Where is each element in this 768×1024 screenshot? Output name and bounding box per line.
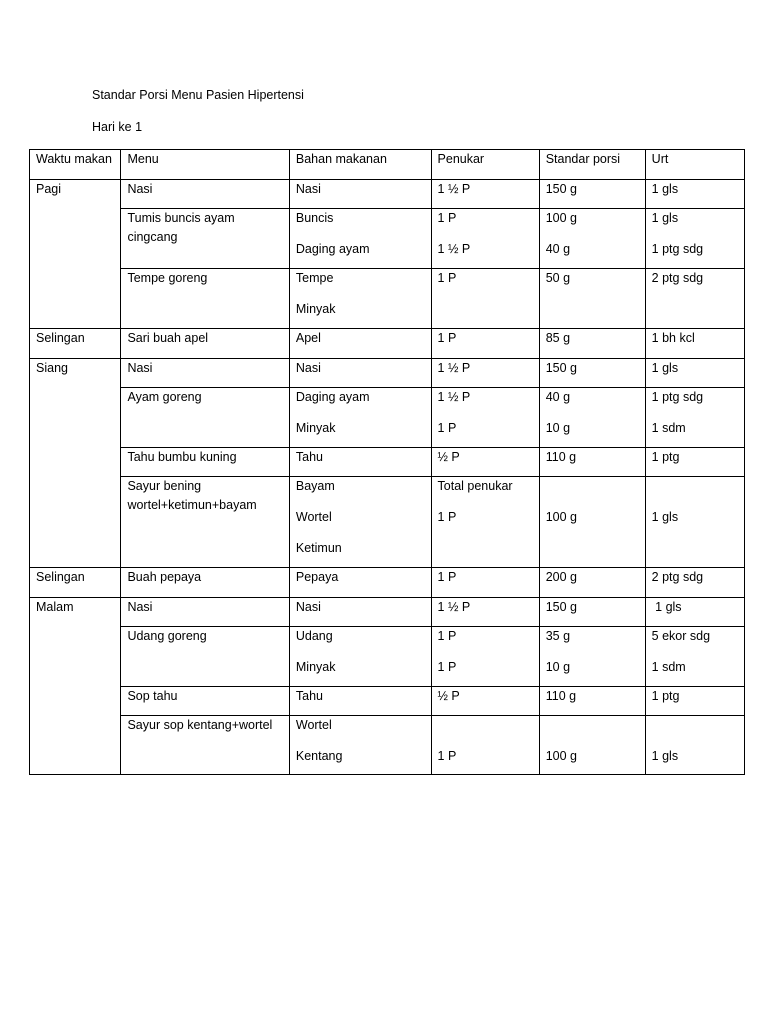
ingredient-line: Minyak bbox=[295, 302, 336, 316]
portion-cell bbox=[539, 209, 645, 269]
exchange-cell: 1 P bbox=[431, 269, 539, 329]
table-row bbox=[30, 477, 745, 568]
ingredient-line: Daging ayam bbox=[295, 242, 370, 256]
table-row bbox=[30, 209, 745, 269]
ingredient-cell: Apel bbox=[289, 329, 431, 359]
household-measure-line: 5 ekor sdg bbox=[651, 629, 711, 643]
household-measure-cell bbox=[645, 716, 744, 775]
household-measure-cell bbox=[645, 627, 744, 687]
ingredient-line: Ketimun bbox=[295, 541, 342, 555]
ingredient-cell: Pepaya bbox=[289, 568, 431, 598]
menu-cell: Nasi bbox=[121, 180, 289, 209]
exchange-cell: 1 ½ P bbox=[431, 180, 539, 209]
portion-cell: 85 g bbox=[539, 329, 645, 359]
table-row bbox=[30, 269, 745, 329]
header-cell: Bahan makanan bbox=[289, 150, 431, 180]
portion-line: 35 g bbox=[545, 629, 571, 643]
ingredient-line: Kentang bbox=[295, 749, 343, 763]
ingredient-cell bbox=[289, 716, 431, 775]
portion-cell: 110 g bbox=[539, 448, 645, 477]
exchange-cell bbox=[431, 627, 539, 687]
exchange-cell: 1 P bbox=[431, 329, 539, 359]
portion-cell bbox=[539, 388, 645, 448]
document-subtitle: Hari ke 1 bbox=[92, 120, 143, 134]
ingredient-line: Wortel bbox=[295, 510, 332, 524]
portion-line: 10 g bbox=[545, 421, 571, 435]
ingredient-cell bbox=[289, 269, 431, 329]
exchange-line: 1 P bbox=[437, 660, 457, 674]
table-row bbox=[30, 448, 745, 477]
ingredient-cell bbox=[289, 477, 431, 568]
header-cell: Urt bbox=[645, 150, 744, 180]
portion-line: 10 g bbox=[545, 660, 571, 674]
household-measure-cell: 1 gls bbox=[645, 359, 744, 388]
exchange-line: 1 P bbox=[437, 211, 457, 225]
meal-time-cell: Malam bbox=[30, 598, 121, 775]
portion-cell: 50 g bbox=[539, 269, 645, 329]
table-row bbox=[30, 687, 745, 716]
portion-cell: 200 g bbox=[539, 568, 645, 598]
portion-line: 100 g bbox=[545, 211, 577, 225]
ingredient-line: Minyak bbox=[295, 421, 336, 435]
meal-time-cell: Selingan bbox=[30, 568, 121, 598]
exchange-line: 1 P bbox=[437, 421, 457, 435]
portion-cell bbox=[539, 477, 645, 568]
ingredient-line: Daging ayam bbox=[295, 390, 370, 404]
ingredient-line: Wortel bbox=[295, 718, 332, 732]
household-measure-cell: 2 ptg sdg bbox=[645, 568, 744, 598]
exchange-cell bbox=[431, 388, 539, 448]
household-measure-line: 1 sdm bbox=[651, 660, 686, 674]
table-row bbox=[30, 627, 745, 687]
portion-cell: 150 g bbox=[539, 598, 645, 627]
household-measure-cell bbox=[645, 388, 744, 448]
exchange-line: 1 P bbox=[437, 749, 457, 763]
household-measure-cell: 1 bh kcl bbox=[645, 329, 744, 359]
ingredient-cell bbox=[289, 388, 431, 448]
ingredient-cell: Tahu bbox=[289, 687, 431, 716]
ingredient-cell: Nasi bbox=[289, 180, 431, 209]
header-cell: Waktu makan bbox=[30, 150, 121, 180]
menu-cell: Ayam goreng bbox=[121, 388, 289, 448]
menu-cell: Nasi bbox=[121, 359, 289, 388]
household-measure-line: 1 ptg sdg bbox=[651, 242, 704, 256]
household-measure-cell: 1 ptg bbox=[645, 687, 744, 716]
ingredient-line: Udang bbox=[295, 629, 333, 643]
meal-time-cell: Selingan bbox=[30, 329, 121, 359]
ingredient-cell: Nasi bbox=[289, 359, 431, 388]
exchange-cell: 1 ½ P bbox=[431, 359, 539, 388]
household-measure-line: 1 ptg sdg bbox=[651, 390, 704, 404]
table-row bbox=[30, 598, 745, 627]
portion-line: 40 g bbox=[545, 242, 571, 256]
portion-line: 40 g bbox=[545, 390, 571, 404]
menu-cell: Tempe goreng bbox=[121, 269, 289, 329]
household-measure-line: 1 sdm bbox=[651, 421, 686, 435]
exchange-line: 1 ½ P bbox=[437, 390, 471, 404]
table-row bbox=[30, 359, 745, 388]
exchange-cell: ½ P bbox=[431, 448, 539, 477]
table-row bbox=[30, 716, 745, 775]
ingredient-line: Bayam bbox=[295, 479, 335, 493]
portion-cell bbox=[539, 627, 645, 687]
portion-line: 100 g bbox=[545, 749, 577, 763]
household-measure-line: 1 gls bbox=[651, 510, 679, 524]
menu-cell: Tumis buncis ayam cingcang bbox=[121, 209, 289, 269]
header-cell: Standar porsi bbox=[539, 150, 645, 180]
exchange-line: Total penukar bbox=[437, 479, 513, 493]
exchange-cell bbox=[431, 477, 539, 568]
menu-cell: Udang goreng bbox=[121, 627, 289, 687]
menu-cell: Nasi bbox=[121, 598, 289, 627]
ingredient-line: Buncis bbox=[295, 211, 334, 225]
household-measure-cell: 2 ptg sdg bbox=[645, 269, 744, 329]
exchange-cell: ½ P bbox=[431, 687, 539, 716]
table-row bbox=[30, 329, 745, 359]
menu-cell: Sop tahu bbox=[121, 687, 289, 716]
exchange-line: 1 ½ P bbox=[437, 242, 471, 256]
household-measure-cell: 1 ptg bbox=[645, 448, 744, 477]
table-row bbox=[30, 388, 745, 448]
exchange-cell bbox=[431, 716, 539, 775]
portion-cell: 150 g bbox=[539, 359, 645, 388]
menu-table bbox=[29, 149, 745, 775]
table-header-row bbox=[30, 150, 745, 180]
exchange-line: 1 P bbox=[437, 629, 457, 643]
ingredient-cell: Nasi bbox=[289, 598, 431, 627]
ingredient-line: Minyak bbox=[295, 660, 336, 674]
menu-cell: Sayur bening wortel+ketimun+bayam bbox=[121, 477, 289, 568]
exchange-cell: 1 P bbox=[431, 568, 539, 598]
header-cell: Menu bbox=[121, 150, 289, 180]
household-measure-cell bbox=[645, 209, 744, 269]
household-measure-line: 1 gls bbox=[651, 749, 679, 763]
table-row bbox=[30, 180, 745, 209]
table-row bbox=[30, 568, 745, 598]
header-cell: Penukar bbox=[431, 150, 539, 180]
menu-cell: Tahu bumbu kuning bbox=[121, 448, 289, 477]
exchange-cell bbox=[431, 209, 539, 269]
household-measure-cell: 1 gls bbox=[645, 598, 744, 627]
ingredient-cell bbox=[289, 627, 431, 687]
portion-cell bbox=[539, 716, 645, 775]
meal-time-cell: Siang bbox=[30, 359, 121, 568]
exchange-cell: 1 ½ P bbox=[431, 598, 539, 627]
portion-cell: 110 g bbox=[539, 687, 645, 716]
household-measure-cell: 1 gls bbox=[645, 180, 744, 209]
exchange-line: 1 P bbox=[437, 510, 457, 524]
portion-line: 100 g bbox=[545, 510, 577, 524]
menu-cell: Buah pepaya bbox=[121, 568, 289, 598]
ingredient-cell: Tahu bbox=[289, 448, 431, 477]
ingredient-line: Tempe bbox=[295, 271, 334, 285]
ingredient-cell bbox=[289, 209, 431, 269]
menu-cell: Sayur sop kentang+wortel bbox=[121, 716, 289, 775]
menu-cell: Sari buah apel bbox=[121, 329, 289, 359]
document-title: Standar Porsi Menu Pasien Hipertensi bbox=[92, 88, 304, 102]
portion-cell: 150 g bbox=[539, 180, 645, 209]
meal-time-cell: Pagi bbox=[30, 180, 121, 329]
household-measure-line: 1 gls bbox=[651, 211, 679, 225]
household-measure-cell bbox=[645, 477, 744, 568]
